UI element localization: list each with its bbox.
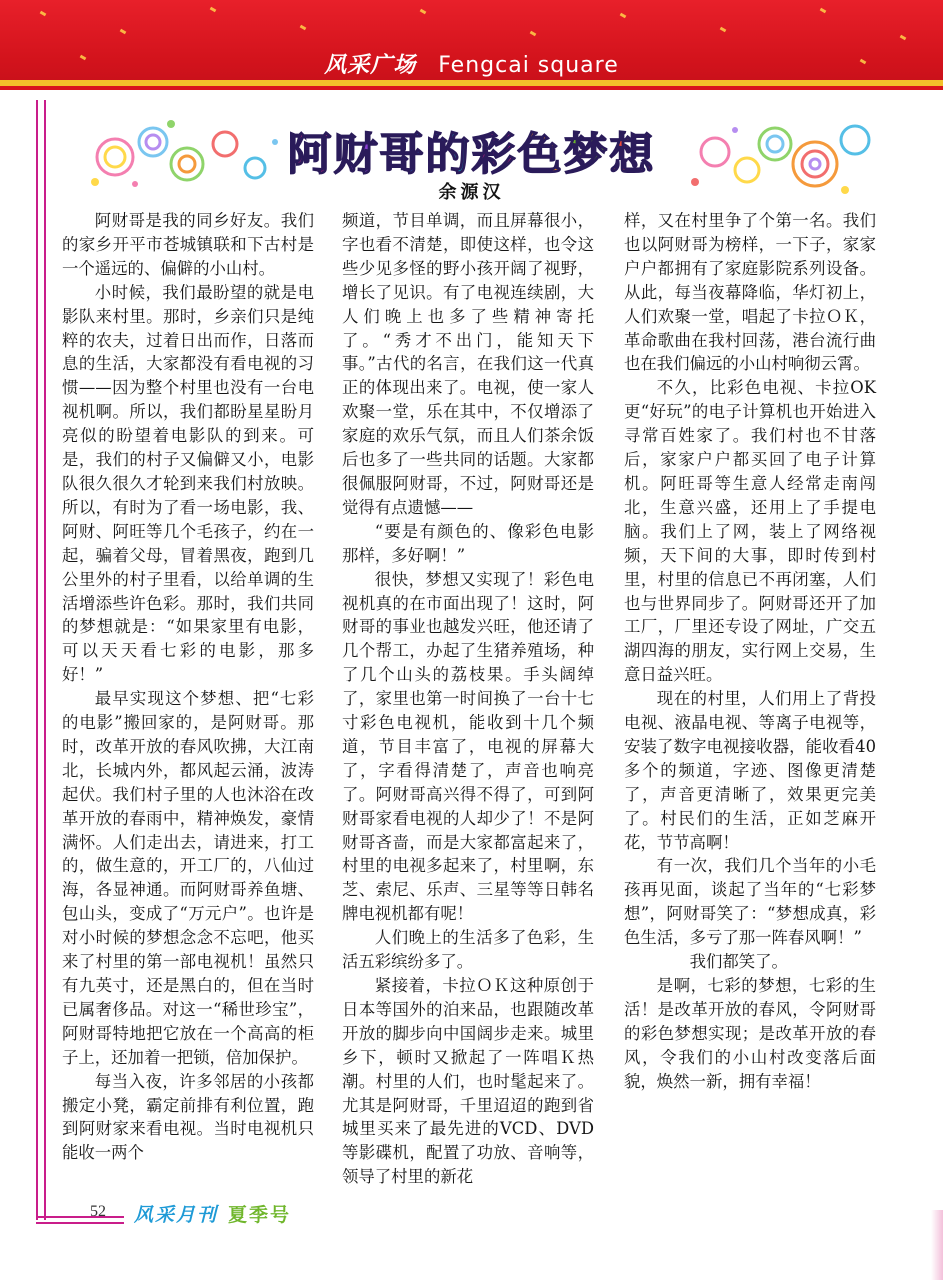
paragraph: 每当入夜，许多邻居的小孩都搬定小凳，霸定前排有利位置，跑到阿财家来看电视。当时电视机只能收一两个: [62, 1071, 314, 1163]
title-char: 想: [609, 129, 656, 180]
paragraph: 紧接着，卡拉ＯＫ这种原创于日本等国外的泊来品，也跟随改革开放的脚步向中国阔步走来。城里乡下，顿时又掀起了一阵唱Ｋ热潮。村里的人们，也时髦起来了。尤其是阿财哥，千里迢迢的跑到省城里买来了最先进的VCD、DVD等影碟机，配置了功放、音响等，领导了村里的新花: [342, 976, 594, 1187]
red-stripe: [0, 86, 943, 90]
sparkle-icon: [210, 7, 217, 13]
title-char: 阿: [287, 129, 334, 180]
magazine-footer: [134, 1200, 291, 1227]
section-title-cn: 风采广场: [324, 53, 417, 78]
paragraph: 现在的村里，人们用上了背投电视、液晶电视、等离子电视等，安装了数字电视接收器，能收看40多个的频道，字迹、图像更清楚了，声音更清晰了，效果更完美了。村民们的生活，正如芝麻开花，节节高啊！: [624, 689, 876, 852]
section-title: [0, 48, 943, 79]
paragraph: 人们晚上的生活多了色彩，生活五彩缤纷多了。: [342, 928, 594, 972]
paragraph: 不久，比彩色电视、卡拉OK更“好玩”的电子计算机也开始进入寻常百姓家了。我们村也不甘落后，家家户户都买回了电子计算机。阿旺哥等生意人经常走南闯北，生意兴盛，还用上了手提电脑。我们上了网，装上了网络视频，天下间的大事，即时传到村里，村里的信息已不再闭塞，人们也与世界同步了。阿财哥还开了加工厂，厂里还专设了网址，广交五湖四海的朋友，实行网上交易，生意日益兴旺。: [624, 378, 876, 685]
text-column-3: [624, 209, 876, 1094]
sparkle-icon: [300, 25, 307, 31]
paragraph: “要是有颜色的、像彩色电影那样，多好啊！”: [342, 521, 594, 565]
paragraph: 最早实现这个梦想、把“七彩的电影”搬回家的，是阿财哥。那时，改革开放的春风吹拂，大江南北，长城内外，都风起云涌，波涛起伏。我们村子里的人也沐浴在改革开放的春雨中，精神焕发，豪情满怀。人们走出去，请进来，打工的，做生意的，开工厂的，八仙过海，各显神通。而阿财哥养鱼塘、包山头，变成了“万元户”。也许是对小时候的梦想念念不忘吧，他买来了村里的第一部电视机！虽然只有九英寸，还是黑白的，但在当时已属奢侈品。对这一“稀世珍宝”，阿财哥特地把它放在一个高高的柜子上，还加着一把锁，倍加保护。: [62, 689, 314, 1067]
sparkle-icon: [530, 31, 537, 37]
page-number: 52: [90, 1203, 106, 1220]
sparkle-icon: [820, 8, 827, 14]
title-char: 的: [425, 129, 472, 180]
paragraph: 很快，梦想又实现了！彩色电视机真的在市面出现了！这时，阿财哥的事业也越发兴旺，他还请了几个帮工，办起了生猪养殖场，种了几个山头的荔枝果。手头阔绰了，家里也第一时间换了一台十七寸彩色电视机，能收到十几个频道，节目丰富了，电视的屏幕大了，字看得清楚了，声音也响亮了。阿财哥高兴得不得了，可到阿财哥家看电视的人却少了！不是阿财哥吝啬，而是大家都富起来了，村里的电视多起来了，村里啊，东芝、索尼、乐声、三星等等日韩名牌电视机都有呢！: [342, 569, 594, 924]
sparkle-icon: [420, 9, 427, 15]
issue-label: 夏季号: [228, 1204, 292, 1226]
paragraph: 阿财哥是我的同乡好友。我们的家乡开平市苍城镇联和下古村是一个遥远的、偏僻的小山村。: [62, 211, 314, 278]
magazine-name: 风采月刊: [134, 1204, 219, 1226]
title-char: 哥: [379, 129, 426, 180]
sparkle-icon: [620, 13, 627, 19]
title-char: 梦: [563, 129, 610, 180]
bottom-border: [36, 1216, 124, 1224]
text-column-2: [342, 209, 594, 1189]
left-border: [36, 100, 46, 1220]
paragraph: 是啊，七彩的梦想，七彩的生活！是改革开放的春风，令阿财哥的彩色梦想实现；是改革开放的春风，令我们的小山村改变落后面貌，焕然一新，拥有幸福！: [624, 976, 876, 1091]
paragraph: 样，又在村里争了个第一名。我们也以阿财哥为榜样，一下子，家家户户都拥有了家庭影院系列设备。从此，每当夜幕降临，华灯初上，人们欢聚一堂，唱起了卡拉ＯＫ，革命歌曲在我村回荡，港台流行曲也在我们偏远的小山村响彻云霄。: [624, 211, 876, 374]
paragraph: 频道，节目单调，而且屏幕很小，字也看不清楚，即使这样，也令这些少见多怪的野小孩开阔了视野，增长了见识。有了电视连续剧，大人们晚上也多了些精神寄托了。“秀才不出门，能知天下事。”古代的名言，在我们这一代真正的体现出来了。电视，使一家人欢聚一堂，乐在其中，不仅增添了家庭的欢乐气氛，而且人们茶余饭后也多了一些共同的话题。大家都很佩服阿财哥，不过，阿财哥还是觉得有点遗憾——: [342, 211, 594, 517]
sparkle-icon: [120, 29, 127, 35]
article-title: [0, 118, 943, 182]
title-char: 彩: [471, 129, 518, 180]
paragraph: 小时候，我们最盼望的就是电影队来村里。那时，乡亲们只是纯粹的农夫，过着日出而作，日落而息的生活，大家都没有看电视的习惯——因为整个村里也没有一台电视机啊。所以，我们都盼星星盼月亮似的盼望着电影队的到来。可是，我们的村子又偏僻又小，电影队很久很久才轮到来我们村放映。所以，有时为了看一场电影，我、阿财、阿旺等几个毛孩子，约在一起，骗着父母，冒着黑夜，跑到几公里外的村子里看，以给单调的生活增添些许色彩。那时，我们共同的梦想就是：“如果家里有电影，可以天天看七彩的电影，那多好！”: [62, 282, 314, 685]
sparkle-icon: [900, 35, 907, 41]
header-band: [0, 0, 943, 85]
paragraph: 有一次，我们几个当年的小毛孩再见面，谈起了当年的“七彩梦想”，阿财哥笑了：“梦想成真，彩色生活，多亏了那一阵春风啊！”: [624, 856, 876, 948]
sparkle-icon: [40, 11, 47, 17]
text-column-1: [62, 209, 314, 1165]
right-edge: [931, 1210, 943, 1280]
section-title-en: Fengcai square: [438, 53, 619, 78]
author-name: 余源汉: [438, 182, 505, 203]
paragraph: 我们都笑了。: [689, 952, 788, 972]
title-char: 财: [333, 129, 380, 180]
sparkle-icon: [720, 27, 727, 33]
title-char: 色: [517, 129, 564, 180]
